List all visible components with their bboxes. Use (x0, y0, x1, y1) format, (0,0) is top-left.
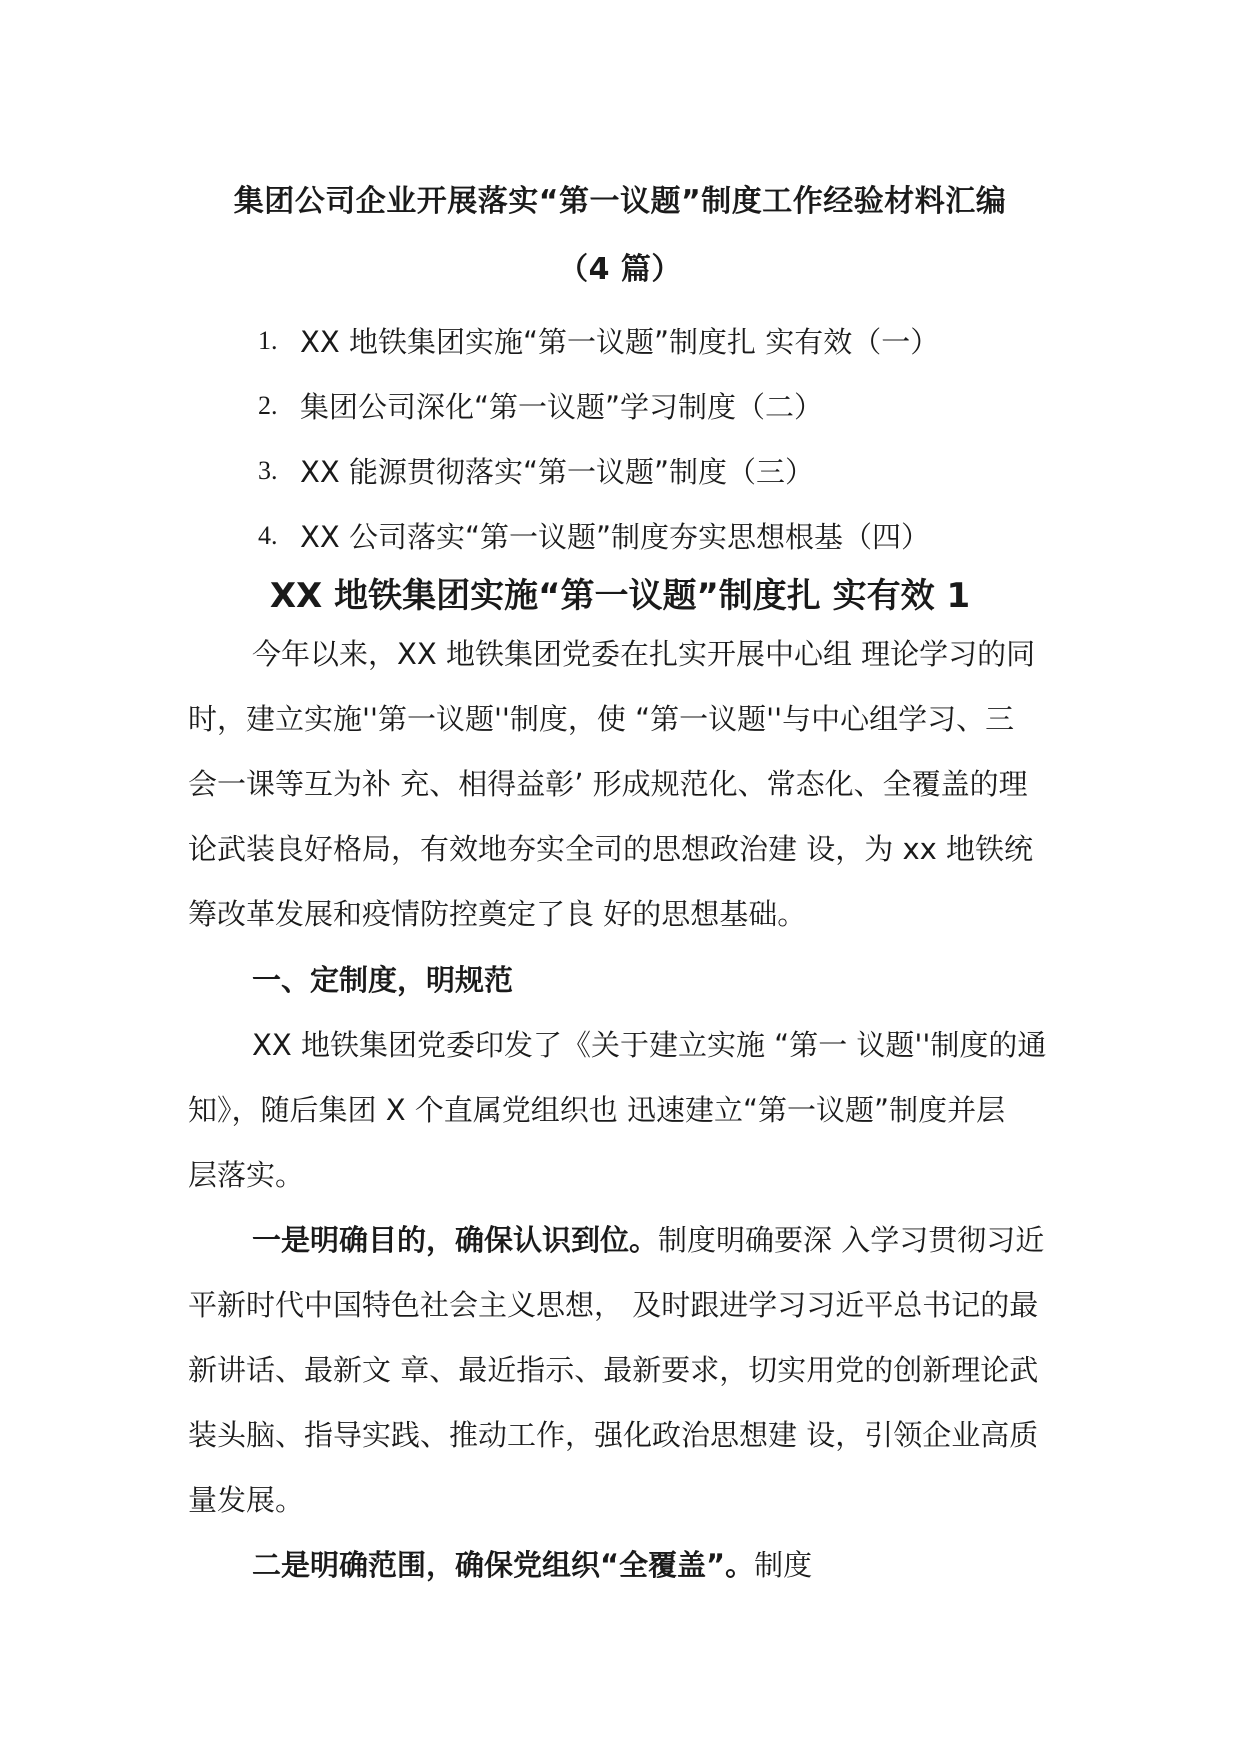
toc-number: 3. (258, 455, 278, 485)
paragraph-line: 量发展。 (188, 1483, 305, 1517)
toc-item (258, 438, 939, 503)
paragraph-line: 层落实。 (188, 1158, 305, 1192)
paragraph-lead: 二是明确范围，确保党组织“全覆盖”。 (252, 1548, 755, 1582)
toc-number: 4. (258, 520, 278, 550)
paragraph-line: 时，建立实施''第一议题''制度，使 “第一议题''与中心组学习、三 (188, 702, 1015, 736)
subheading-text: 一、定制度，明规范 (252, 963, 514, 997)
paragraph-line: XX 地铁集团党委印发了《关于建立实施 “第一 议题''制度的通 (252, 1028, 1047, 1062)
toc-text: XX 地铁集团实施“第一议题”制度扎 实有效（一） (300, 325, 940, 359)
paragraph-line (188, 1208, 1058, 1273)
paragraph-lead: 一是明确目的，确保认识到位。 (252, 1223, 659, 1257)
toc-text: XX 能源贯彻落实“第一议题”制度（三） (300, 455, 815, 489)
paragraph-line: 论武装良好格局，有效地夯实全司的思想政治建 设，为 xx 地铁统 (188, 832, 1033, 866)
subheading-1 (188, 948, 1058, 1013)
paragraph-scope (188, 1533, 1058, 1598)
section-title: XX 地铁集团实施“第一议题”制度扎 实有效 1 (269, 576, 971, 616)
table-of-contents (258, 308, 939, 568)
paragraph-text: 制度 (754, 1548, 813, 1582)
document-title-count: （4 篇） (558, 252, 682, 287)
toc-item (258, 308, 939, 373)
paragraph-line: 筹改革发展和疫情防控奠定了良 好的思想基础。 (188, 897, 807, 931)
paragraph-line: 今年以来，XX 地铁集团党委在扎实开展中心组 理论学习的同 (252, 637, 1036, 671)
paragraph-purpose (188, 1208, 1058, 1533)
paragraph-notice (188, 1013, 1058, 1208)
paragraph-line: 会一课等互为补 充、相得益彰’ 形成规范化、常态化、全覆盖的理 (188, 767, 1028, 801)
toc-text: XX 公司落实“第一议题”制度夯实思想根基（四） (300, 520, 931, 554)
paragraph-line: 平新时代中国特色社会主义思想， 及时跟进学习习近平总书记的最 (188, 1288, 1039, 1322)
paragraph-line: 新讲话、最新文 章、最近指示、最新要求，切实用党的创新理论武 (188, 1353, 1039, 1387)
document-title: 集团公司企业开展落实“第一议题”制度工作经验材料汇编 (233, 184, 1007, 219)
toc-number: 2. (258, 390, 278, 420)
paragraph-line: 知》，随后集团 X 个直属党组织也 迅速建立“第一议题”制度并层 (188, 1093, 1006, 1127)
paragraph-line: 装头脑、指导实践、推动工作，强化政治思想建 设，引领企业高质 (188, 1418, 1039, 1452)
paragraph-line (188, 1533, 1058, 1598)
paragraph-intro (188, 622, 1058, 947)
toc-item (258, 373, 939, 438)
toc-item (258, 503, 939, 568)
toc-number: 1. (258, 325, 278, 355)
paragraph-text: 制度明确要深 入学习贯彻习近 (658, 1223, 1045, 1257)
toc-text: 集团公司深化“第一议题”学习制度（二） (300, 390, 824, 424)
